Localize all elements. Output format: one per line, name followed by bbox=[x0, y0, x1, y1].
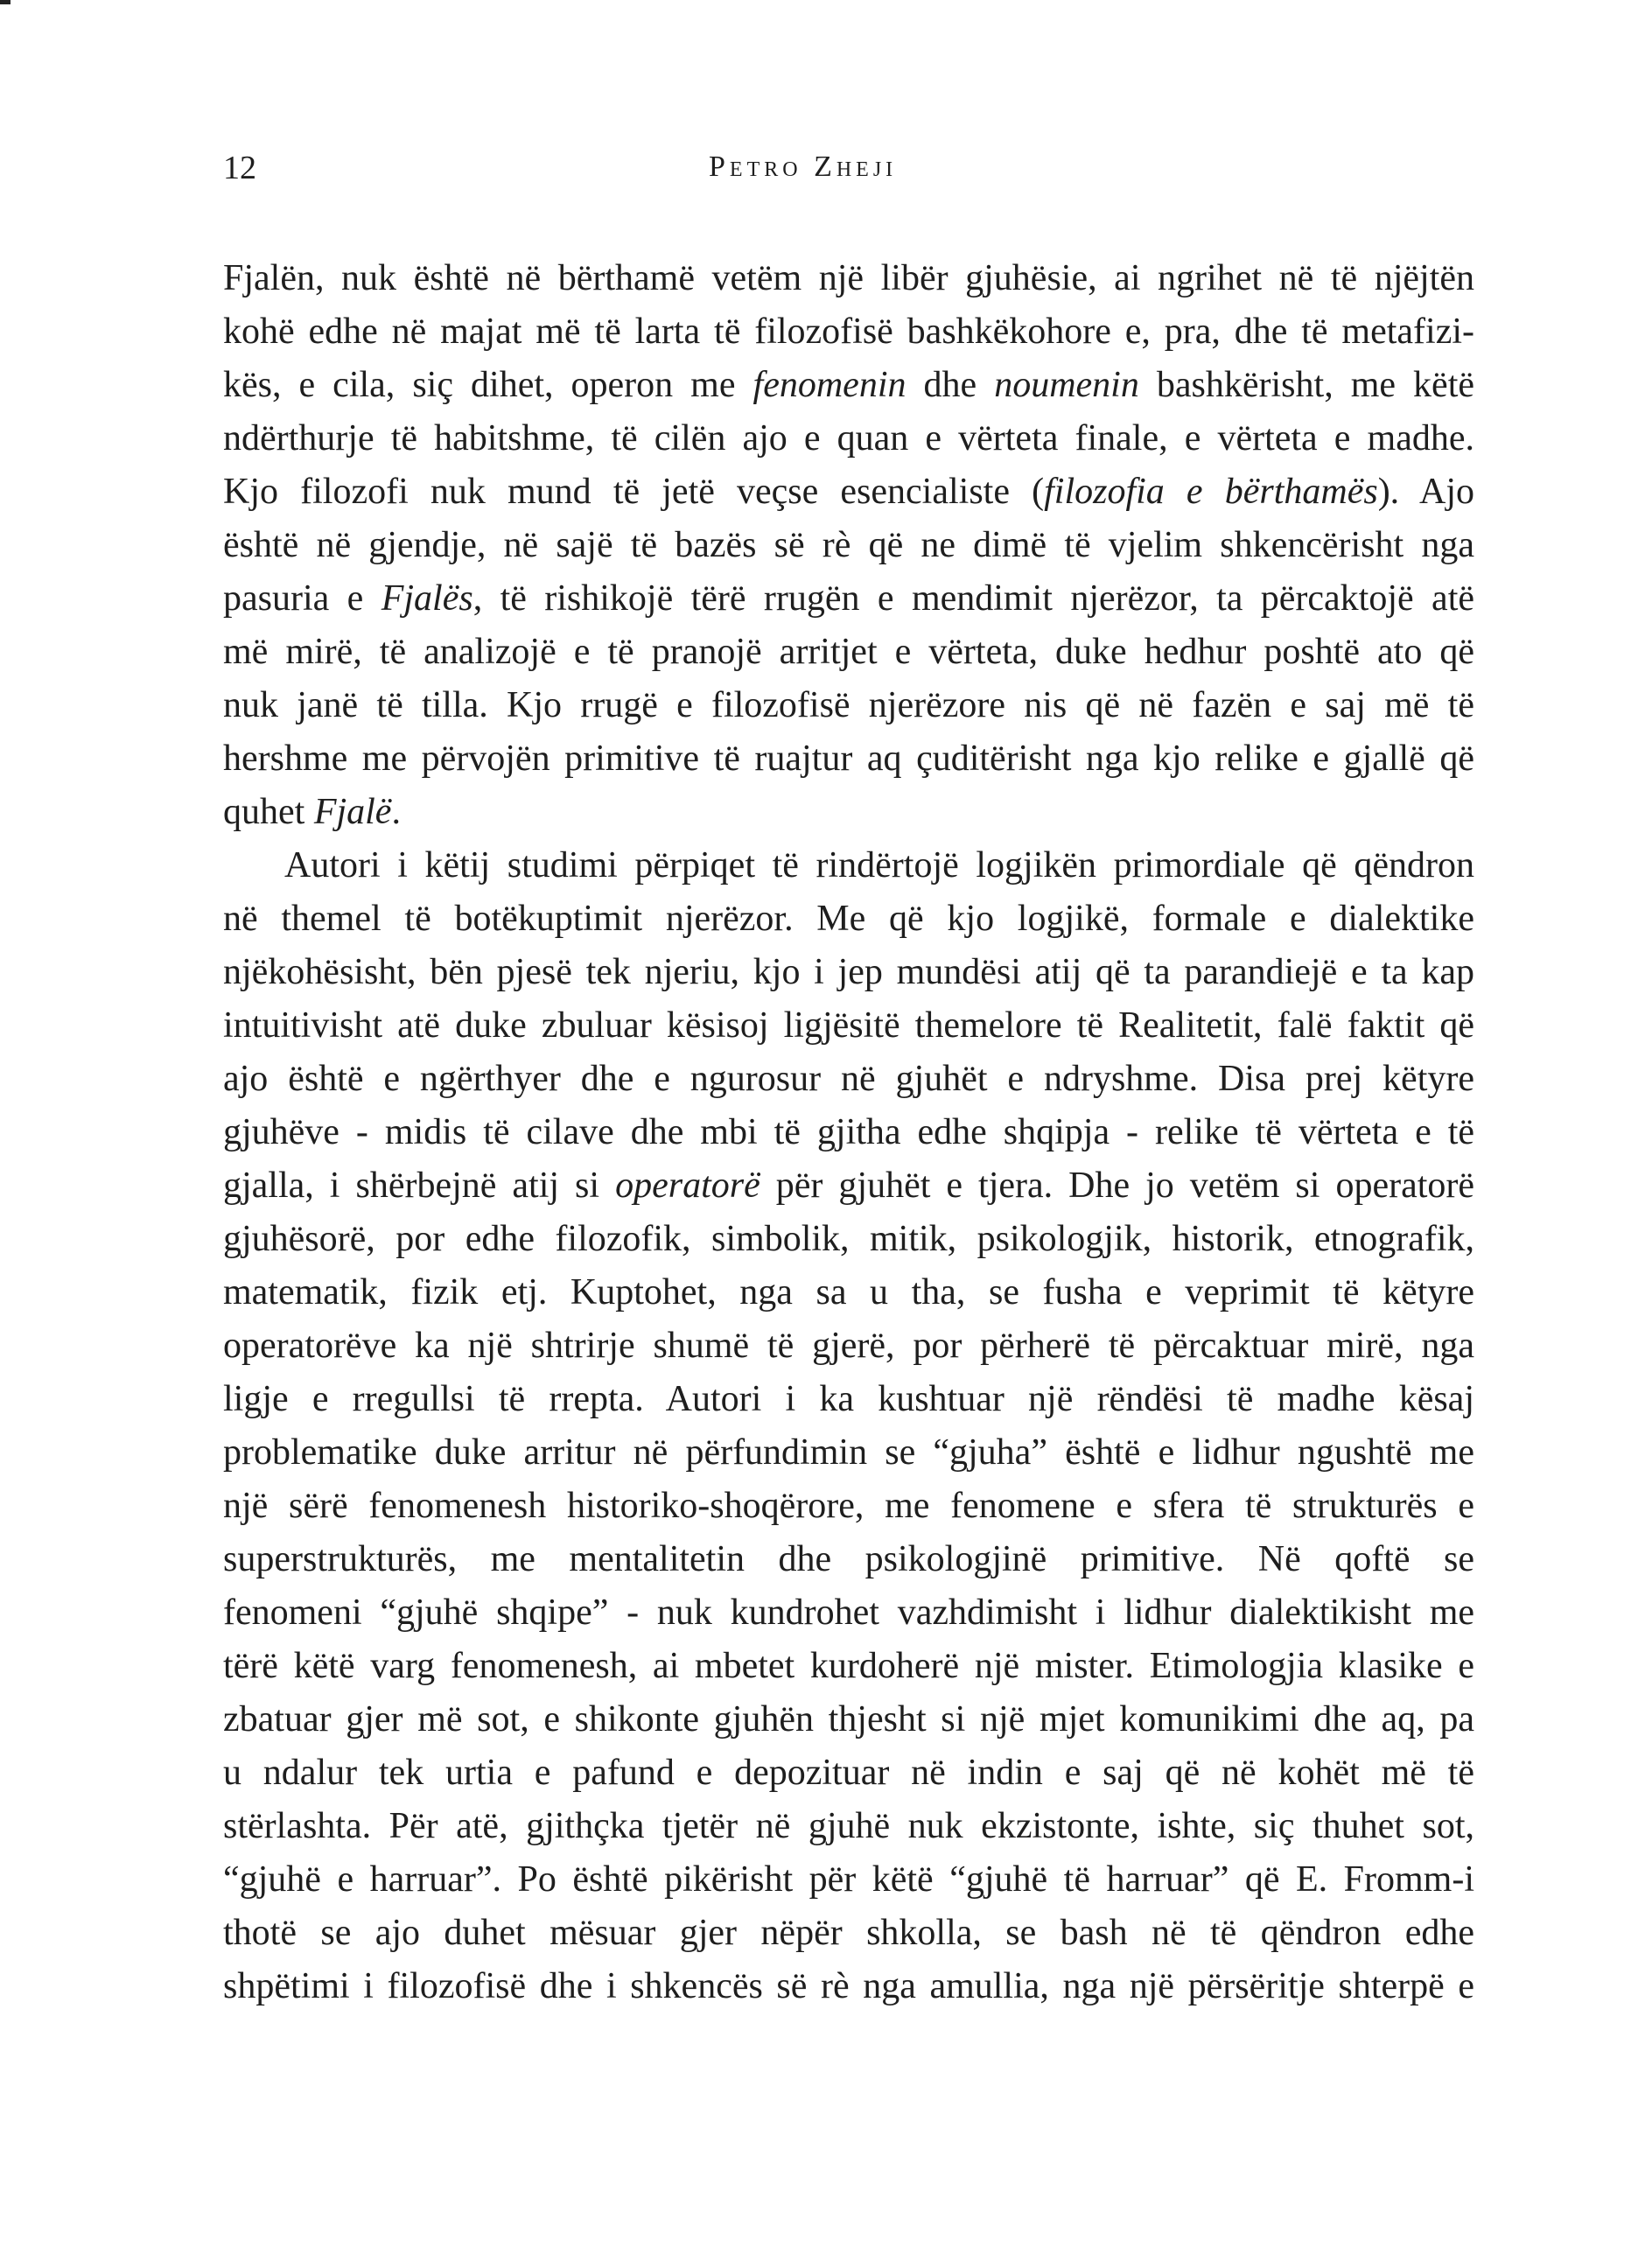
text-line: gjuhëve - midis të cilave dhe mbi të gjitha edhe shqipja - relike të vërteta e të bbox=[223, 1112, 1474, 1152]
text-line: stërlashta. Për atë, gjithçka tjetër në gjuhë nuk ekzistonte, ishte, siç thuhet sot, bbox=[223, 1806, 1474, 1846]
page-number: 12 bbox=[223, 150, 256, 186]
text-line: “gjuhë e harruar”. Po është pikërisht për këtë “gjuhë të harruar” që E. Fromm-i bbox=[223, 1859, 1474, 1900]
text-line: në themel të botëkuptimit njerëzor. Me që kjo logjikë, formale e dialektike bbox=[223, 899, 1474, 939]
body-text bbox=[223, 252, 1474, 2013]
text-line: Autori i këtij studimi përpiqet të rindërtojë logjikën primordiale që qëndron bbox=[284, 845, 1474, 886]
text-line: hershme me përvojën primitive të ruajtur aq çuditërisht nga kjo relike e gjallë që bbox=[223, 738, 1474, 779]
text-line: matematik, fizik etj. Kuptohet, nga sa u tha, se fusha e veprimit të këtyre bbox=[223, 1272, 1474, 1312]
text-line: njëkohësisht, bën pjesë tek njeriu, kjo i jep mundësi atij që ta parandiejë e ta kap bbox=[223, 952, 1474, 992]
text-line: kës, e cila, siç dihet, operon me fenomenin dhe noumenin bashkërisht, me këtë bbox=[223, 365, 1474, 405]
text-line: quhet Fjalë. bbox=[223, 792, 401, 832]
paragraph-1 bbox=[223, 252, 1474, 839]
text-line: ligje e rregullsi të rrepta. Autori i ka kushtuar një rëndësi të madhe kësaj bbox=[223, 1379, 1474, 1419]
italic-term: Fjalës bbox=[381, 578, 473, 619]
italic-term: Fjalë bbox=[313, 792, 392, 832]
text-line: problematike duke arritur në përfundimin se “gjuha” është e lidhur ngushtë me bbox=[223, 1432, 1474, 1473]
text-line: gjalla, i shërbejnë atij si operatorë për gjuhët e tjera. Dhe jo vetëm si operatorë bbox=[223, 1166, 1474, 1206]
text-line: tërë këtë varg fenomenesh, ai mbetet kurdoherë një mister. Etimologjia klasike e bbox=[223, 1646, 1474, 1686]
page-header bbox=[223, 149, 1474, 192]
text-line: ajo është e ngërthyer dhe e ngurosur në gjuhët e ndryshme. Disa prej këtyre bbox=[223, 1059, 1474, 1099]
italic-term: operatorë bbox=[615, 1166, 760, 1206]
italic-term: filozofia e bërthamës bbox=[1044, 472, 1378, 512]
scan-corner-mark bbox=[0, 0, 10, 4]
text-line: nuk janë të tilla. Kjo rrugë e filozofisë njerëzore nis që në fazën e saj më të bbox=[223, 685, 1474, 725]
running-head-author: Petro Zheji bbox=[709, 150, 898, 183]
text-line: u ndalur tek urtia e pafund e depozituar në indin e saj që në kohët më të bbox=[223, 1753, 1474, 1793]
text-line: kohë edhe në majat më të larta të filozofisë bashkëkohore e, pra, dhe të metafizi- bbox=[223, 312, 1474, 352]
text-line: Fjalën, nuk është në bërthamë vetëm një libër gjuhësie, ai ngrihet në të njëjtën bbox=[223, 258, 1474, 298]
text-line: shpëtimi i filozofisë dhe i shkencës së rè nga amullia, nga një përsëritje shterpë e bbox=[223, 1966, 1474, 2006]
text-line: operatorëve ka një shtrirje shumë të gjerë, por përherë të përcaktuar mirë, nga bbox=[223, 1326, 1474, 1366]
text-line: fenomeni “gjuhë shqipe” - nuk kundrohet vazhdimisht i lidhur dialektikisht me bbox=[223, 1592, 1474, 1633]
text-line: ndërthurje të habitshme, të cilën ajo e quan e vërteta finale, e vërteta e madhe. bbox=[223, 418, 1474, 458]
text-line: Kjo filozofi nuk mund të jetë veçse esencialiste (filozofia e bërthamës). Ajo bbox=[223, 472, 1474, 512]
italic-term: fenomenin bbox=[752, 365, 906, 405]
text-line: gjuhësorë, por edhe filozofik, simbolik, mitik, psikologjik, historik, etnografik, bbox=[223, 1219, 1474, 1259]
italic-term: noumenin bbox=[994, 365, 1139, 405]
text-line: pasuria e Fjalës, të rishikojë tërë rrugën e mendimit njerëzor, ta përcaktojë atë bbox=[223, 578, 1474, 619]
text-line: më mirë, të analizojë e të pranojë arritjet e vërteta, duke hedhur poshtë ato që bbox=[223, 632, 1474, 672]
paragraph-2 bbox=[223, 839, 1474, 2013]
text-line: një sërë fenomenesh historiko-shoqërore, me fenomene e sfera të strukturës e bbox=[223, 1486, 1474, 1526]
text-line: superstrukturës, me mentalitetin dhe psikologjinë primitive. Në qoftë se bbox=[223, 1539, 1474, 1579]
text-line: thotë se ajo duhet mësuar gjer nëpër shkolla, se bash në të qëndron edhe bbox=[223, 1913, 1474, 1953]
text-line: është në gjendje, në sajë të bazës së rè që ne dimë të vjelim shkencërisht nga bbox=[223, 525, 1474, 565]
text-line: intuitivisht atë duke zbuluar kësisoj ligjësitë themelore të Realitetit, falë faktit që bbox=[223, 1005, 1474, 1046]
text-line: zbatuar gjer më sot, e shikonte gjuhën thjesht si një mjet komunikimi dhe aq, pa bbox=[223, 1699, 1474, 1740]
